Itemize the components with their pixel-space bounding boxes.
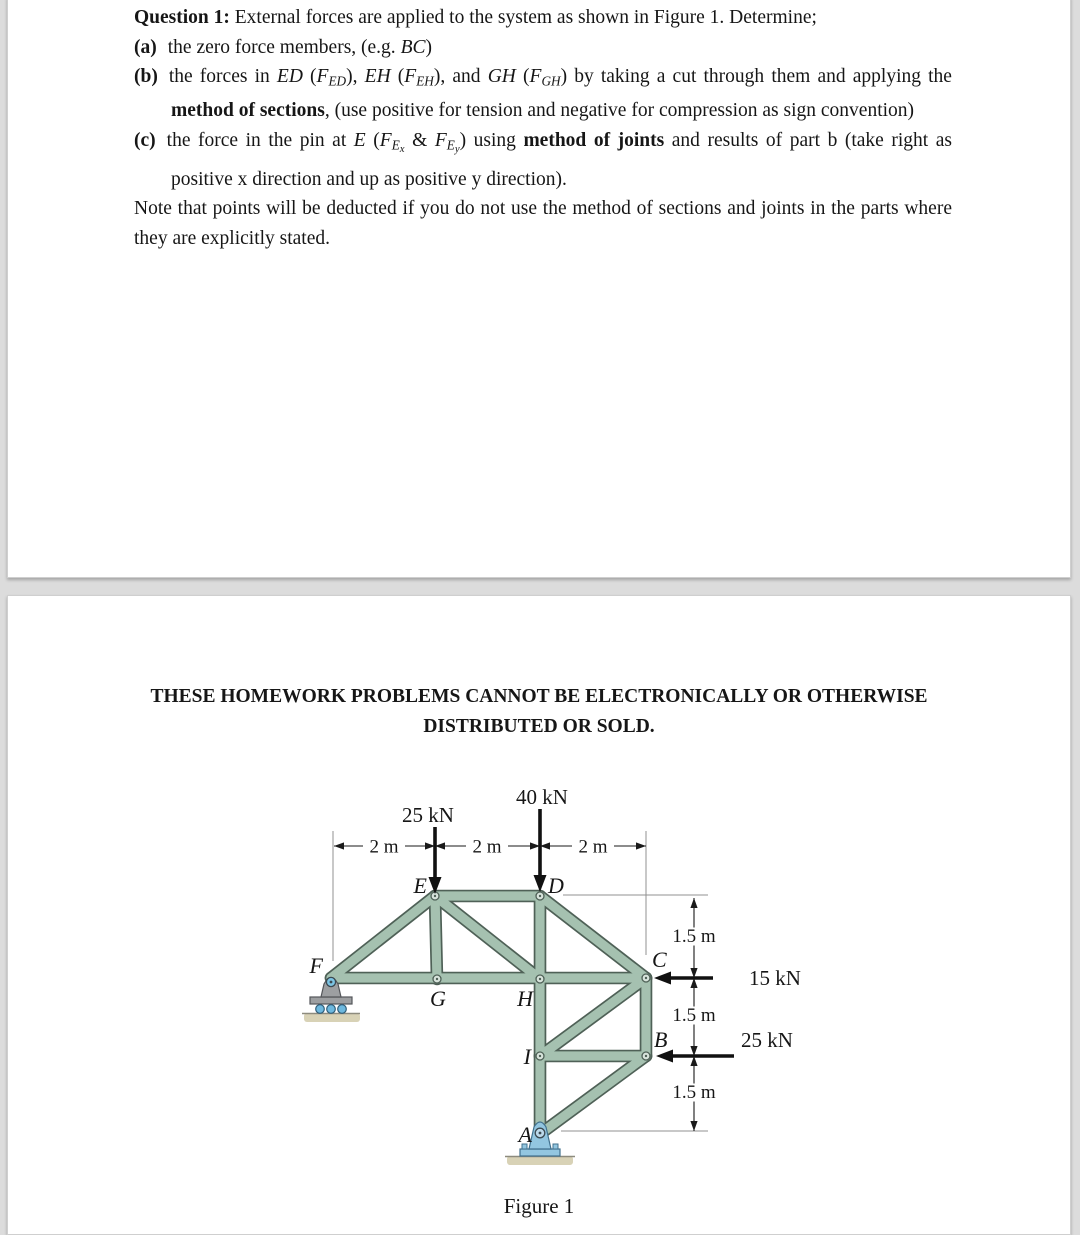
svg-text:E: E [413,873,427,898]
ground-under-pin [507,1156,573,1165]
svg-text:I: I [523,1044,531,1069]
warning-line-1: THESE HOMEWORK PROBLEMS CANNOT BE ELECTRONICALLY OR OTHERWISE [150,686,928,707]
svg-text:2 m: 2 m [472,836,502,858]
ground-under-roller [304,1013,360,1022]
svg-text:C: C [652,947,667,972]
svg-text:40 kN: 40 kN [516,785,568,809]
question-item-b: (b) the forces in ED $(F_{ED})$, EH $(F_{EH})$, and GH $(F_{GH})$ by taking a cut through them and applying the method of sections, (use positive for tension and negative for compression as sign convention) [134,66,952,122]
warning-line-2: DISTRIBUTED OR SOLD. [423,716,655,737]
question-item-a: (a) the zero force members, (e.g. BC) [134,36,432,58]
roller-icon [338,1005,347,1014]
svg-text:G: G [430,986,446,1011]
svg-text:D: D [548,873,564,898]
svg-text:B: B [654,1027,668,1052]
question-intro: Question 1: External forces are applied to the system as shown in Figure 1. Determine; [134,7,817,28]
svg-text:A: A [518,1122,532,1147]
roller-icon [316,1005,325,1014]
distribution-warning [8,682,1070,742]
question-1-block [134,3,952,253]
truss-members [331,896,646,1134]
svg-text:15 kN: 15 kN [749,966,801,990]
roller-icon [327,1005,336,1014]
document-page-1 [7,0,1071,578]
svg-text:1.5 m: 1.5 m [672,926,716,947]
figure-caption: Figure 1 [503,1194,575,1218]
svg-text:25 kN: 25 kN [402,803,454,827]
svg-text:1.5 m: 1.5 m [672,1082,716,1103]
svg-text:2 m: 2 m [369,836,399,858]
svg-text:F: F [309,953,323,978]
question-item-c: (c) the force in the pin at E ($F_{Ex}$ & $F_{Ey}$) using method of joints and results of part b (take right as positive x direction and up as positive y direction). [134,130,952,190]
joint-labels [309,873,668,1147]
figure-1-truss-diagram [291,781,801,1181]
svg-text:2 m: 2 m [578,836,608,858]
question-note: Note that points will be deducted if you do not use the method of sections and joints in the parts where they are explicitly stated. [134,198,952,249]
svg-text:1.5 m: 1.5 m [672,1005,716,1026]
svg-text:25 kN: 25 kN [741,1028,793,1052]
document-page-2 [7,595,1071,1235]
svg-text:H: H [517,986,533,1011]
